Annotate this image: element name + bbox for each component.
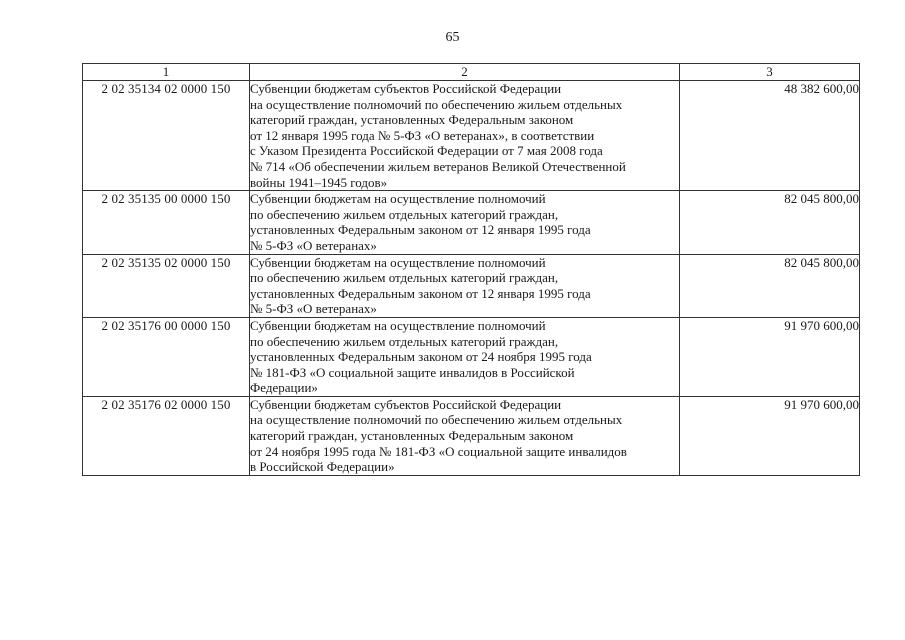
description-line: категорий граждан, установленных Федеральным законом <box>250 428 574 444</box>
description-line: на осуществление полномочий по обеспечению жильем отдельных <box>250 96 623 112</box>
description-cell <box>250 396 680 475</box>
description-line: Субвенции бюджетам на осуществление полномочий <box>250 317 546 333</box>
description-cell <box>250 191 680 254</box>
description-line: № 5-ФЗ «О ветеранах» <box>250 301 377 317</box>
budget-code-cell: 2 02 35135 00 0000 150 <box>83 191 250 254</box>
description-line: в Российской Федерации» <box>250 459 395 475</box>
description-line: № 714 «Об обеспечении жильем ветеранов Великой Отечественной <box>250 158 626 174</box>
description-line: Субвенции бюджетам субъектов Российской Федерации <box>250 81 562 96</box>
description-line: от 12 января 1995 года № 5-ФЗ «О ветеранах», в соответствии <box>250 127 595 143</box>
description-line: установленных Федеральным законом от 12 января 1995 года <box>250 222 591 238</box>
description-line: Субвенции бюджетам на осуществление полномочий <box>250 254 546 270</box>
table-body <box>83 81 860 476</box>
description-line: установленных Федеральным законом от 24 ноября 1995 года <box>250 349 592 365</box>
column-header-code: 1 <box>83 64 250 81</box>
amount-cell: 91 970 600,00 <box>680 396 860 475</box>
description-line: Субвенции бюджетам на осуществление полномочий <box>250 191 546 207</box>
budget-code-cell: 2 02 35176 00 0000 150 <box>83 317 250 396</box>
table-header-row <box>83 64 860 81</box>
description-cell <box>250 254 680 317</box>
column-header-amount: 3 <box>680 64 860 81</box>
table-row <box>83 191 860 254</box>
description-line: Субвенции бюджетам субъектов Российской Федерации <box>250 396 562 412</box>
amount-cell: 91 970 600,00 <box>680 317 860 396</box>
amount-cell: 48 382 600,00 <box>680 81 860 191</box>
description-line: по обеспечению жильем отдельных категорий граждан, <box>250 270 559 286</box>
page-number: 65 <box>445 30 460 45</box>
table-row <box>83 81 860 191</box>
description-line: на осуществление полномочий по обеспечению жильем отдельных <box>250 412 623 428</box>
description-cell <box>250 317 680 396</box>
table-row <box>83 317 860 396</box>
amount-cell: 82 045 800,00 <box>680 191 860 254</box>
description-line: № 181-ФЗ «О социальной защите инвалидов в Российской <box>250 364 575 380</box>
column-header-description: 2 <box>250 64 680 81</box>
description-line: по обеспечению жильем отдельных категорий граждан, <box>250 333 559 349</box>
budget-code-cell: 2 02 35134 02 0000 150 <box>83 81 250 191</box>
description-line: № 5-ФЗ «О ветеранах» <box>250 237 377 253</box>
budget-code-cell: 2 02 35135 02 0000 150 <box>83 254 250 317</box>
description-line: категорий граждан, установленных Федеральным законом <box>250 112 574 128</box>
description-line: войны 1941–1945 годов» <box>250 174 388 190</box>
table-row <box>83 254 860 317</box>
budget-code-cell: 2 02 35176 02 0000 150 <box>83 396 250 475</box>
description-line: от 24 ноября 1995 года № 181-ФЗ «О социальной защите инвалидов <box>250 443 627 459</box>
budget-table <box>82 63 860 476</box>
description-line: по обеспечению жильем отдельных категорий граждан, <box>250 206 559 222</box>
description-line: установленных Федеральным законом от 12 января 1995 года <box>250 285 591 301</box>
description-line: Федерации» <box>250 380 318 396</box>
amount-cell: 82 045 800,00 <box>680 254 860 317</box>
description-line: с Указом Президента Российской Федерации от 7 мая 2008 года <box>250 143 603 159</box>
description-cell <box>250 81 680 191</box>
table-row <box>83 396 860 475</box>
